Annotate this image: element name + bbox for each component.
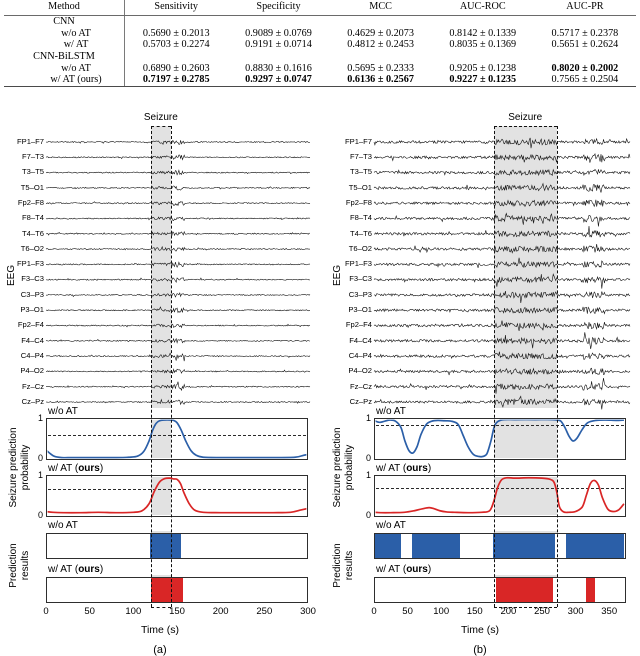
prediction-interval [586,578,595,602]
eeg-channel-label: P4–O2 [20,366,44,376]
eeg-channel-label: T6–O2 [348,243,372,253]
cell: 0.9191 ± 0.0714 [245,39,312,51]
subplot-title: w/o AT [48,520,78,531]
eeg-channel-label: P4–O2 [348,366,372,376]
cell: 0.8035 ± 0.1369 [449,39,517,51]
eeg-channel-label: P3–O1 [348,305,372,315]
y-tick-label: 0 [365,510,371,520]
prediction-interval [412,534,460,558]
eeg-channel-label: C4–P4 [20,350,44,360]
cell [432,51,534,63]
cell [330,16,432,28]
eeg-channel-label: T4–T6 [22,228,44,238]
eeg-channel-label: Fz–Cz [350,381,372,391]
cell [125,51,228,63]
prediction-bar-w-at [46,577,308,603]
y-tick-label: 0 [37,510,43,520]
eeg-channel-label: C3–P3 [20,289,44,299]
cell: 0.5695 ± 0.2333 [347,62,414,74]
column-header-mcc: MCC [330,0,432,16]
panel-letter: (a) [153,644,167,656]
cell: 0.8142 ± 0.1339 [449,27,517,39]
table-row [4,51,636,63]
subplot-title: w/ AT (ours) [48,564,104,575]
subplot-title: w/ AT (ours) [376,463,432,474]
row-label-cnn-wo-at: w/o AT [4,28,125,40]
prediction-bar-wo-at [374,533,626,559]
cell: 0.7565 ± 0.2504 [534,74,636,86]
eeg-channel-label: T3–T5 [22,167,44,177]
column-header-method: Method [4,0,125,16]
eeg-channel-label: F8–T4 [22,213,44,223]
cell: 0.5703 ± 0.2274 [142,39,210,51]
x-tick-label: 150 [466,606,483,617]
prediction-interval [496,578,553,602]
eeg-channel-label: FP1–F7 [16,136,44,146]
eeg-channel-label: Fp2–F4 [345,320,372,330]
prediction-bar-wo-at [46,533,308,559]
seizure-annotation-label: Seizure [143,112,178,123]
probability-axis-label-2: probability [344,444,355,491]
row-label-bilstm-wo-at: w/o AT [4,62,125,74]
eeg-channel-label: F3–C3 [21,274,44,284]
y-tick-label: 1 [37,470,43,480]
threshold-line [48,489,307,490]
cell: 0.5651 ± 0.2624 [551,39,619,51]
probability-axis-label-2: probability [20,444,31,491]
panel-a [0,108,320,656]
eeg-channel-label: T3–T5 [350,167,372,177]
cell [534,16,636,28]
table-row [4,74,636,86]
eeg-channel-label: Cz–Pz [21,396,44,406]
x-tick-label: 200 [212,606,229,617]
cell: 0.6890 ± 0.2603 [142,62,210,74]
eeg-channel-label: T4–T6 [350,228,372,238]
cell [227,51,329,63]
x-axis-label: Time (s) [140,624,180,636]
x-tick-label: 300 [567,606,584,617]
eeg-channel-label: T5–O1 [20,182,44,192]
eeg-traces [0,108,320,412]
eeg-channel-label: Fp2–F8 [345,197,372,207]
x-tick-label: 0 [43,606,49,617]
y-tick-label: 1 [37,413,43,423]
prediction-bar-w-at [374,577,626,603]
cell: 0.9089 ± 0.0769 [245,27,312,39]
x-tick-label: 0 [371,606,377,617]
cell: 0.9297 ± 0.0747 [227,74,329,86]
x-tick-label: 250 [256,606,273,617]
x-tick-label: 100 [433,606,450,617]
results-axis-label: Prediction [8,543,19,588]
results-axis-label-2: results [20,550,31,581]
cell [534,51,636,63]
threshold-line [48,435,307,436]
subplot-title: w/ AT (ours) [376,564,432,575]
subplot-title: w/o AT [376,406,406,417]
cell: 0.8020 ± 0.2002 [551,62,619,74]
x-tick-label: 150 [169,606,185,617]
eeg-axis-label: EEG [332,264,343,286]
subplot-title: w/o AT [48,406,78,417]
eeg-channel-label: FP1–F3 [344,259,372,269]
seizure-box-top [151,126,171,127]
table-row [4,16,636,28]
eeg-channel-label: FP1–F3 [16,259,44,269]
column-header-specificity: Specificity [227,0,329,16]
eeg-channel-label: F3–C3 [349,274,372,284]
prediction-interval [493,534,555,558]
x-tick-label: 100 [125,606,142,617]
eeg-axis-label: EEG [6,264,17,286]
threshold-line [376,425,625,426]
cell: 0.4629 ± 0.2073 [347,27,414,39]
prediction-interval [375,534,401,558]
cell [125,16,228,28]
eeg-channel-label: F7–T3 [350,152,372,162]
results-axis-label-2: results [344,550,355,581]
results-table [4,0,636,87]
cell [330,51,432,63]
seizure-onset-line [494,126,495,607]
panel-b [320,108,640,656]
results-axis-label: Prediction [332,543,343,588]
column-header-auc-pr: AUC-PR [534,0,636,16]
eeg-channel-label: F4–C4 [349,335,372,345]
x-tick-label: 300 [300,606,316,617]
results-table-container [0,0,640,104]
prediction-interval [566,534,624,558]
eeg-channel-label: P3–O1 [20,305,44,315]
seizure-shade [151,477,171,516]
table-row [4,62,636,74]
row-label-bilstm-w-at-ours [4,74,125,86]
x-tick-label: 50 [402,606,413,617]
y-tick-label: 1 [365,470,371,480]
table-row [4,28,636,40]
prediction-interval [151,578,182,602]
row-label-cnn-w-at: w/ AT [4,39,125,51]
eeg-channel-label: F4–C4 [21,335,44,345]
seizure-shade [151,420,171,459]
x-tick-label: 200 [500,606,517,617]
y-tick-label: 0 [365,453,371,463]
table-header-row [4,0,636,16]
cell: 0.9205 ± 0.1238 [449,62,517,74]
eeg-channel-label: C4–P4 [348,350,372,360]
cell: 0.7197 ± 0.2785 [125,74,228,86]
x-tick-label: 350 [601,606,618,617]
x-tick-label: 250 [534,606,550,617]
eeg-channel-label: Fz–Cz [22,381,44,391]
x-tick-label: 50 [84,606,95,617]
seizure-box-top [494,126,557,127]
probability-plot-wo-at [46,418,308,460]
eeg-channel-label: F8–T4 [350,213,372,223]
cell: 0.5717 ± 0.2378 [551,27,619,39]
threshold-line [376,488,625,489]
eeg-channel-label: Cz–Pz [349,396,372,406]
row-label-cnn: CNN [4,16,125,28]
subplot-title: w/o AT [376,520,406,531]
eeg-channel-label: Fp2–F4 [17,320,44,330]
probability-plot-w-at [46,475,308,517]
seizure-offset-line [557,126,558,607]
column-header-sensitivity: Sensitivity [125,0,228,16]
probability-axis-label: Seizure prediction [8,427,19,508]
cell: 0.5690 ± 0.2013 [142,27,210,39]
panel-letter: (b) [473,644,487,656]
table-row [4,39,636,51]
eeg-channel-label: T5–O1 [348,182,372,192]
cell: 0.4812 ± 0.2453 [347,39,414,51]
column-header-auc-roc: AUC-ROC [432,0,534,16]
eeg-channel-label: T6–O2 [20,243,44,253]
row-label-text: w/ AT (ours) [50,74,102,86]
cell: 0.6136 ± 0.2567 [330,74,432,86]
eeg-channel-label: Fp2–F8 [17,197,44,207]
table-body [4,16,636,87]
seizure-onset-line [151,126,152,607]
y-tick-label: 1 [365,413,371,423]
x-axis-label: Time (s) [460,624,500,636]
eeg-channel-label: F7–T3 [22,152,44,162]
cell: 0.9227 ± 0.1235 [432,74,534,86]
cell [432,16,534,28]
cell: 0.8830 ± 0.1616 [245,62,312,74]
seizure-shade [494,477,557,516]
seizure-offset-line [171,126,172,607]
prediction-interval [150,534,181,558]
eeg-channel-label: C3–P3 [348,289,372,299]
row-label-cnn-bilstm: CNN-BiLSTM [4,51,125,63]
subplot-title: w/ AT (ours) [48,463,104,474]
figure-container [0,108,640,656]
eeg-channel-label: FP1–F7 [344,136,372,146]
probability-axis-label: Seizure prediction [332,427,343,508]
cell [227,16,329,28]
seizure-annotation-label: Seizure [508,112,543,123]
y-tick-label: 0 [37,453,43,463]
